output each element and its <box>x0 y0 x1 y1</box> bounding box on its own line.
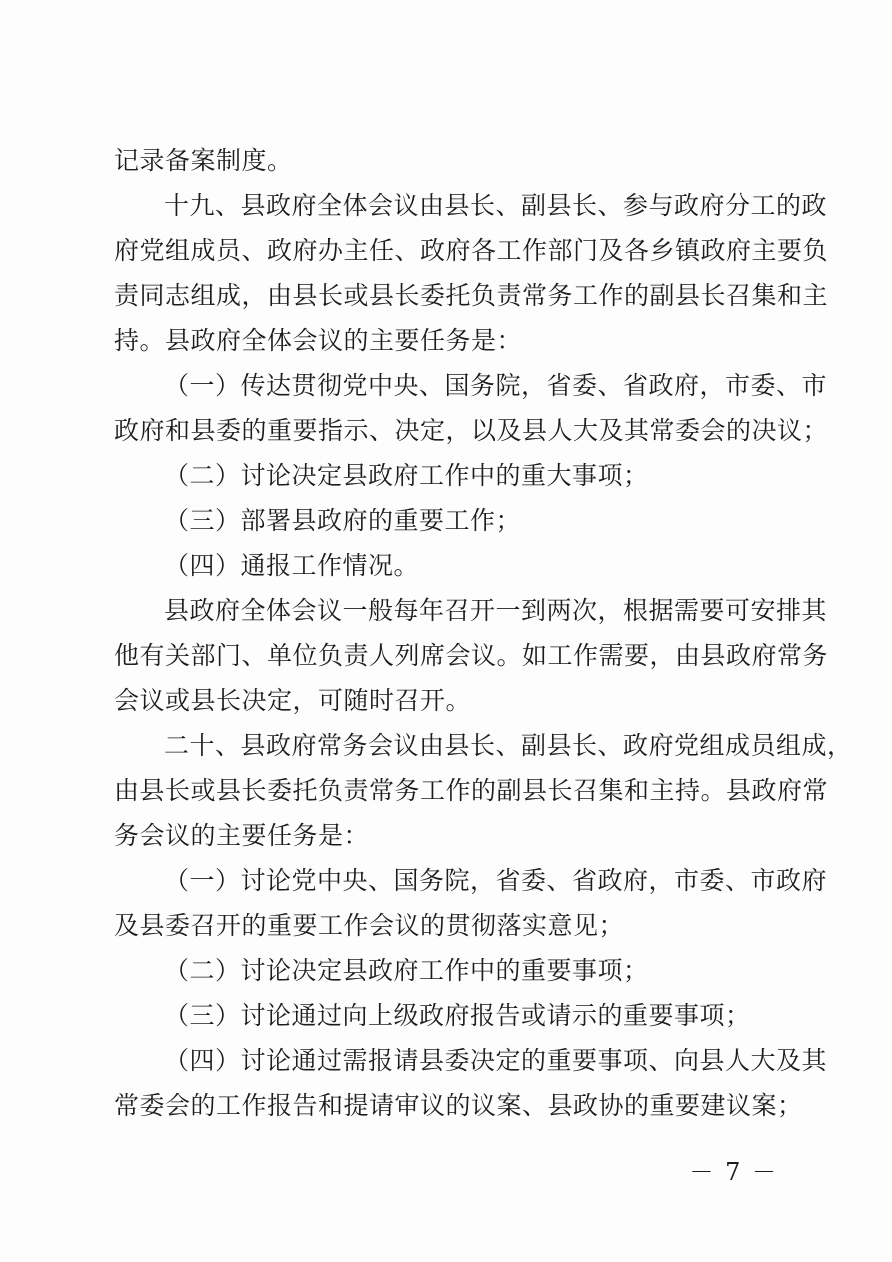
text-line: 政府和县委的重要指示、决定，以及县人大及其常委会的决议； <box>114 416 829 445</box>
text-line: （一）传达贯彻党中央、国务院，省委、省政府，市委、市 <box>164 371 828 400</box>
text-line: （三）讨论通过向上级政府报告或请示的重要事项； <box>164 1001 751 1030</box>
text-line: （一）讨论党中央、国务院，省委、省政府，市委、市政府 <box>164 866 828 895</box>
text-line: （二）讨论决定县政府工作中的重大事项； <box>164 461 649 490</box>
text-line: 务会议的主要任务是： <box>114 821 370 850</box>
text-line: 府党组成员、政府办主任、政府各工作部门及各乡镇政府主要负 <box>114 236 829 265</box>
text-line: 十九、县政府全体会议由县长、副县长、参与政府分工的政 <box>164 191 828 220</box>
text-line: （二）讨论决定县政府工作中的重要事项； <box>164 956 649 985</box>
text-line: 县政府全体会议一般每年召开一到两次，根据需要可安排其 <box>164 596 828 625</box>
text-line: 持。县政府全体会议的主要任务是： <box>114 326 523 355</box>
text-line: （四）讨论通过需报请县委决定的重要事项、向县人大及其 <box>164 1046 828 1075</box>
text-line: 由县长或县长委托负责常务工作的副县长召集和主持。县政府常 <box>114 776 829 805</box>
text-line: 及县委召开的重要工作会议的贯彻落实意见； <box>114 911 625 940</box>
text-line: 二十、县政府常务会议由县长、副县长、政府党组成员组成， <box>164 731 853 760</box>
text-line: （三）部署县政府的重要工作； <box>164 506 522 535</box>
text-line: （四）通报工作情况。 <box>164 551 420 580</box>
text-line: 他有关部门、单位负责人列席会议。如工作需要，由县政府常务 <box>114 641 829 670</box>
text-line: 常委会的工作报告和提请审议的议案、县政协的重要建议案； <box>114 1091 803 1120</box>
text-line: 责同志组成，由县长或县长委托负责常务工作的副县长召集和主 <box>114 281 829 310</box>
text-line: 记录备案制度。 <box>114 146 293 175</box>
text-line: 会议或县长决定，可随时召开。 <box>114 686 472 715</box>
page-number: － 7 － <box>689 1158 778 1186</box>
